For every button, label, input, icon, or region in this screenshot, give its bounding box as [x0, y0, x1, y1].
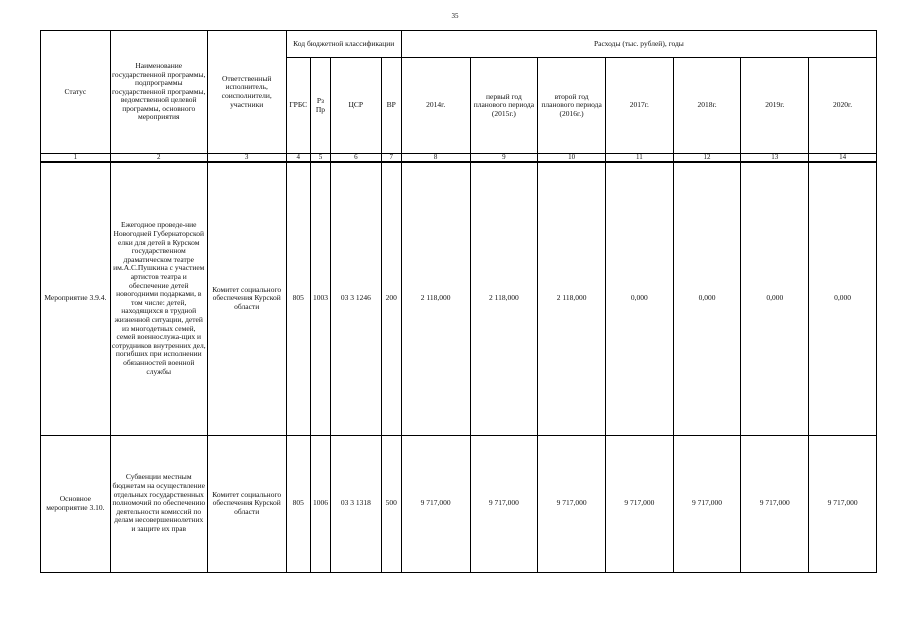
row-value-2019: 0,000 [741, 162, 809, 435]
row-status: Основное мероприятие 3.10. [41, 435, 111, 572]
header-vr: ВР [381, 58, 401, 154]
row-status: Мероприятие 3.9.4. [41, 162, 111, 435]
header-grbs: ГРБС [286, 58, 310, 154]
table-row [41, 162, 877, 435]
header-2016: второй год планового периода (2016г.) [538, 58, 606, 154]
column-number: 5 [310, 154, 330, 163]
header-rzpr: Рз Пр [310, 58, 330, 154]
row-value-2016: 2 118,000 [538, 162, 606, 435]
row-csr: 03 3 1318 [331, 435, 382, 572]
column-number: 12 [673, 154, 741, 163]
row-grbs: 805 [286, 162, 310, 435]
header-2014: 2014г. [401, 58, 470, 154]
header-2015: первый год планового периода (2015г.) [470, 58, 538, 154]
header-2018: 2018г. [673, 58, 741, 154]
row-value-2018: 0,000 [673, 162, 741, 435]
row-name: Субвенции местным бюджетам на осуществление отдельных государственных полномочий по обеспечению деятельности комиссий по делам несовершеннолетних и защите их прав [110, 435, 207, 572]
row-executor: Комитет социального обеспечения Курской области [207, 435, 286, 572]
row-vr: 500 [381, 435, 401, 572]
column-number: 2 [110, 154, 207, 163]
column-number: 11 [605, 154, 673, 163]
row-value-2016: 9 717,000 [538, 435, 606, 572]
row-value-2019: 9 717,000 [741, 435, 809, 572]
column-number: 6 [331, 154, 382, 163]
row-value-2018: 9 717,000 [673, 435, 741, 572]
row-value-2015: 2 118,000 [470, 162, 538, 435]
budget-table [40, 30, 877, 573]
column-number: 7 [381, 154, 401, 163]
row-value-2015: 9 717,000 [470, 435, 538, 572]
column-number: 1 [41, 154, 111, 163]
header-executor: Ответственный исполнитель, соисполнители, участники [207, 31, 286, 154]
row-executor: Комитет социального обеспечения Курской области [207, 162, 286, 435]
row-rzpr: 1006 [310, 435, 330, 572]
row-value-2017: 0,000 [605, 162, 673, 435]
header-code-group: Код бюджетной классификации [286, 31, 401, 58]
row-name: Ежегодное проведе-ние Новогодней Губернаторской елки для детей в Курском государственном драматическом театре им.А.С.Пушкина с участием артистов театра и обеспечение детей новогодними подарками, в том числе: детей, находящихся в трудной жизненной ситуации, детей из многодетных семей, семей военнослужа-щих и сотрудников внутренних дел, погибших при исполнении обязанностей военной службы [110, 162, 207, 435]
header-expenses-group: Расходы (тыс. рублей), годы [401, 31, 876, 58]
row-vr: 200 [381, 162, 401, 435]
page-number: 35 [451, 12, 459, 20]
header-2019: 2019г. [741, 58, 809, 154]
header-status: Статус [41, 31, 111, 154]
table-row [41, 435, 877, 572]
column-number: 4 [286, 154, 310, 163]
header-name: Наименование государственной программы, подпрограммы государственной программы, ведомственной целевой программы, основного мероприятия [110, 31, 207, 154]
column-number: 10 [538, 154, 606, 163]
header-2020: 2020г. [809, 58, 877, 154]
row-csr: 03 3 1246 [331, 162, 382, 435]
column-number: 14 [809, 154, 877, 163]
row-grbs: 805 [286, 435, 310, 572]
row-value-2014: 9 717,000 [401, 435, 470, 572]
column-number: 13 [741, 154, 809, 163]
row-rzpr: 1003 [310, 162, 330, 435]
column-number: 3 [207, 154, 286, 163]
row-value-2014: 2 118,000 [401, 162, 470, 435]
column-number: 8 [401, 154, 470, 163]
row-value-2020: 0,000 [809, 162, 877, 435]
row-value-2020: 9 717,000 [809, 435, 877, 572]
header-csr: ЦСР [331, 58, 382, 154]
column-number-row [41, 154, 877, 163]
header-2017: 2017г. [605, 58, 673, 154]
column-number: 9 [470, 154, 538, 163]
row-value-2017: 9 717,000 [605, 435, 673, 572]
